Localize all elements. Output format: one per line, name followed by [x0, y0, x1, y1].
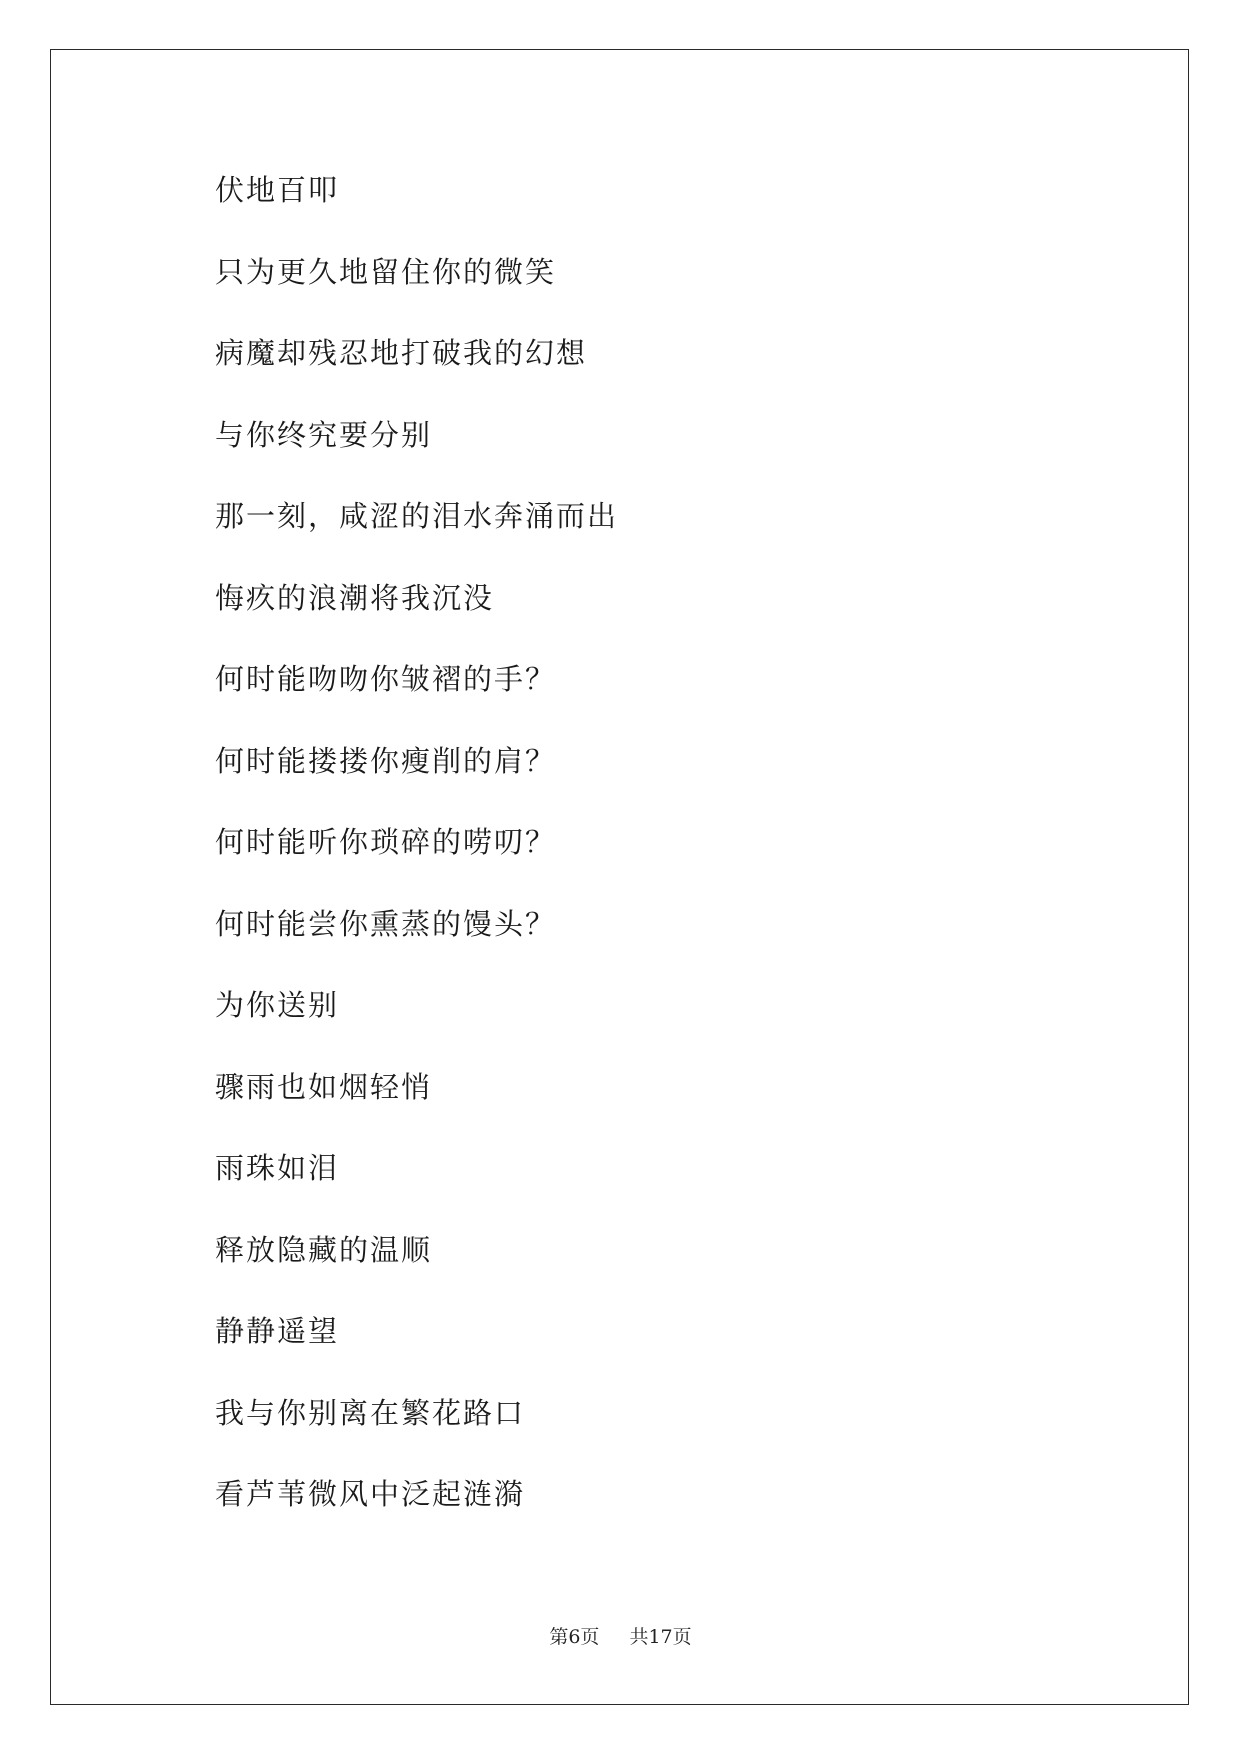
poem-line: 伏地百叩 [215, 173, 340, 207]
poem-line: 何时能听你琐碎的唠叨？ [215, 825, 557, 859]
poem-line: 释放隐藏的温顺 [215, 1232, 433, 1267]
page-number: 第6页 [549, 1626, 600, 1648]
poem-body [215, 163, 618, 1549]
page-footer [0, 1622, 1241, 1649]
poem-line: 静静遥望 [215, 1314, 340, 1348]
poem-line: 只为更久地留住你的微笑 [215, 254, 557, 289]
poem-line: 为你送别 [215, 988, 340, 1022]
poem-line: 那一刻，咸涩的泪水奔涌而出 [215, 499, 619, 533]
poem-line: 与你终究要分别 [215, 417, 433, 452]
poem-line: 雨珠如泪 [215, 1151, 340, 1185]
poem-line: 何时能吻吻你皱褶的手？ [215, 662, 557, 696]
poem-line: 看芦苇微风中泛起涟漪 [215, 1477, 526, 1511]
poem-line: 骤雨也如烟轻悄 [215, 1069, 433, 1104]
poem-line: 何时能尝你熏蒸的馒头？ [215, 906, 557, 941]
page-total: 共17页 [629, 1626, 692, 1648]
poem-line: 悔疚的浪潮将我沉没 [215, 580, 495, 615]
poem-line: 病魔却残忍地打破我的幻想 [215, 336, 588, 370]
poem-line: 何时能搂搂你瘦削的肩？ [215, 743, 557, 778]
poem-line: 我与你别离在繁花路口 [215, 1395, 526, 1430]
